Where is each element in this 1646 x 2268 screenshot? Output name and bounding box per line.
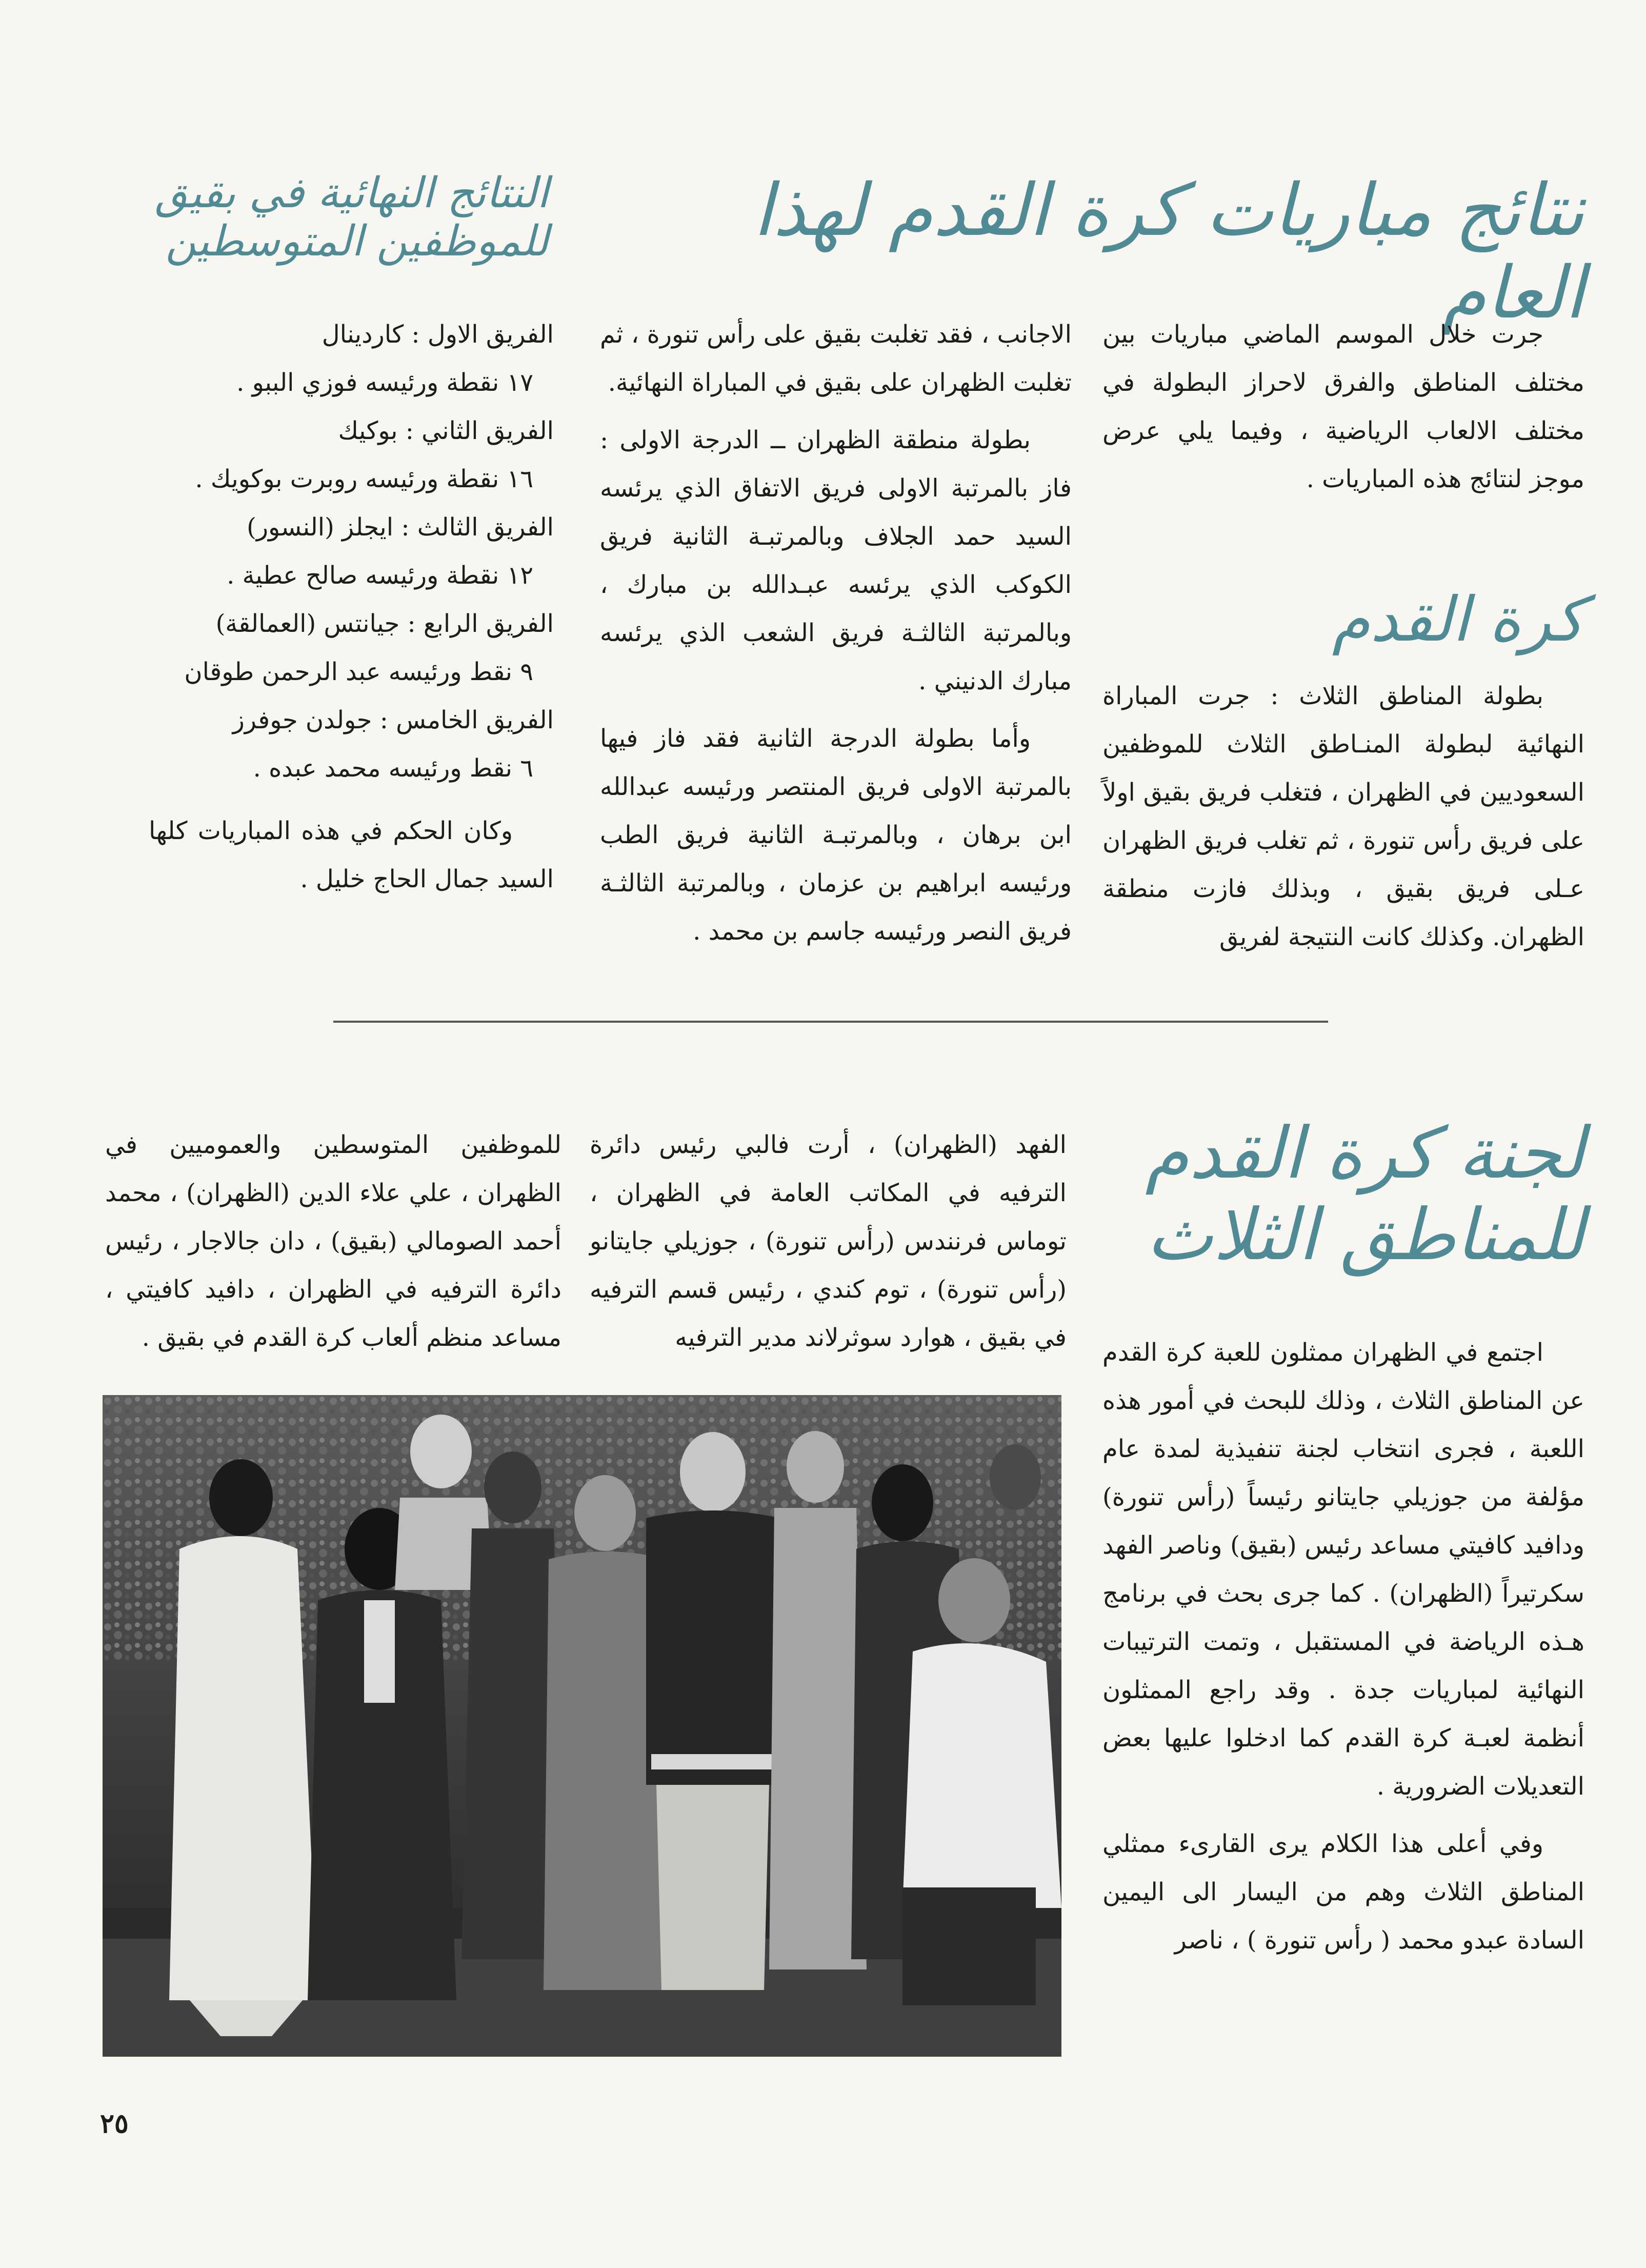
- result-detail: ١٢ نقطة ورئيسه صالح عطية .: [227, 561, 533, 590]
- sidebar-headline-line2: للموظفين المتوسطين: [165, 217, 549, 266]
- section-divider: [333, 1021, 1328, 1023]
- top-middle-column: [600, 310, 1072, 965]
- result-detail: ٦ نقط ورئيسه محمد عبده .: [253, 754, 533, 783]
- caption-right-text: الفهد (الظهران) ، أرت فالبي رئيس دائرة الترفيه في المكاتب العامة في الظهران ، توماس فرنندس (رأس تنورة) ، جوزيلي جايتانو (رأس تنورة) ، توم كندي ، رئيس قسم الترفيه في بقيق ، هوارد سوثرلاند مدير الترفيه: [590, 1130, 1067, 1352]
- result-team: الفريق الثالث : ايجلز (النسور): [247, 513, 554, 542]
- tri-region-championship-paragraph: بطولة المناطق الثلاث : جرت المباراة النهائية لبطولة المنـاطق الثلاث للموظفين السعوديين في الظهران ، فتغلب فريق بقيق اولاً على فريق رأس تنورة ، ثم تغلب فريق الظهران عـلى فريق بقيق ، وبذلك فازت منطقة الظهران. وكذلك كانت النتيجة لفريق: [1102, 682, 1584, 951]
- result-team: الفريق الرابع : جيانتس (العمالقة): [215, 609, 554, 638]
- top-right-body: [1102, 672, 1584, 970]
- sidebar-headline-line1: النتائج النهائية في بقيق: [155, 169, 549, 217]
- result-item: [149, 600, 554, 696]
- result-item: [149, 503, 554, 600]
- results-list: [149, 310, 554, 792]
- abqaiq-results-column: [149, 310, 554, 912]
- result-detail: ١٧ نقطة ورئيسه فوزي الببو .: [236, 368, 533, 397]
- page-number: ٢٥: [100, 2108, 129, 2139]
- result-item: [149, 310, 554, 407]
- committee-article: [1102, 1328, 1584, 1974]
- dhahran-second-division-paragraph: وأما بطولة الدرجة الثانية فقد فاز فيها بالمرتبة الاولى فريق المنتصر ورئيسه عبدالله ابن برهان ، وبالمرتبـة الثانية فريق الطب ورئيسه ابراهيم بن عزمان ، وبالمرتبة الثالثـة فريق النصر ورئيسه جاسم بن محمد .: [600, 724, 1072, 946]
- foreigners-result-paragraph: الاجانب ، فقد تغلبت بقيق على رأس تنورة ، ثم تغلبت الظهران على بقيق في المباراة النهائية.: [600, 320, 1072, 397]
- committee-headline: [1102, 1113, 1584, 1276]
- top-right-intro: [1102, 310, 1584, 512]
- result-detail: ١٦ نقطة ورئيسه روبرت بوكويك .: [195, 465, 533, 493]
- football-section-headline: كرة القدم: [1332, 584, 1584, 655]
- result-detail: ٩ نقط ورئيسه عبد الرحمن طوقان: [184, 658, 533, 686]
- referee-paragraph: وكان الحكم في هذه المباريات كلها السيد جمال الحاج خليل .: [149, 817, 554, 893]
- result-item: [149, 696, 554, 792]
- group-photograph: [103, 1395, 1061, 2057]
- caption-left-text: للموظفين المتوسطين والعموميين في الظهران ، علي علاء الدين (الظهران) ، محمد أحمد الصومالي (بقيق) ، دان جالاجار ، رئيس دائرة الترفيه في الظهران ، دافيد كافيتي ، مساعد منظم ألعاب كرة القدم في بقيق .: [105, 1130, 561, 1352]
- committee-paragraph-1: اجتمع في الظهران ممثلون للعبة كرة القدم عن المناطق الثلاث ، وذلك للبحث في أمور هذه اللعبة ، فجرى انتخاب لجنة تنفيذية لمدة عام مؤلفة من جوزيلي جايتانو رئيساً (رأس تنورة) ودافيد كافيتي مساعد رئيس (بقيق) وناصر الفهد سكرتيراً (الظهران) . كما جرى بحث في برنامج هـذه الرياضة في المستقبل ، وتمت الترتيبات النهائية لمباريات جدة . وقد راجع الممثلون أنظمة لعبـة كرة القدم كما ادخلوا عليها بعض التعديلات الضرورية .: [1102, 1338, 1584, 1801]
- committee-headline-line2: للمناطق الثلاث: [1146, 1193, 1584, 1276]
- result-team: الفريق الاول : كاردينال: [322, 320, 554, 349]
- photo-caption-left: [105, 1121, 561, 1371]
- result-team: الفريق الثاني : بوكيك: [338, 416, 554, 445]
- result-item: [149, 407, 554, 503]
- result-team: الفريق الخامس : جولدن جوفرز: [232, 706, 554, 734]
- committee-paragraph-2: وفي أعلى هذا الكلام يرى القارىء ممثلي المناطق الثلاث وهم من اليسار الى اليمين السادة عبدو محمد ( رأس تنورة ) ، ناصر: [1102, 1829, 1584, 1955]
- dhahran-first-division-paragraph: بطولة منطقة الظهران ــ الدرجة الاولى : فاز بالمرتبة الاولى فريق الاتفاق الذي يرئسه السيد حمد الجلاف وبالمرتبـة الثانية فريق الكوكب الذي يرئسه عبـدالله بن مبارك ، وبالمرتبة الثالثـة فريق الشعب الذي يرئسه مبارك الدنيني .: [600, 426, 1072, 695]
- intro-paragraph: جرت خلال الموسم الماضي مباريات بين مختلف المناطق والفرق لاحراز البطولة في مختلف الالعاب الرياضية ، وفيما يلي عرض موجز لنتائج هذه المباريات .: [1102, 320, 1584, 493]
- main-headline: نتائج مباريات كرة القدم لهذا العام: [753, 169, 1584, 335]
- photo-caption-right: [590, 1121, 1067, 1371]
- sidebar-headline: [149, 169, 549, 266]
- committee-headline-line1: لجنة كرة القدم: [1145, 1112, 1584, 1195]
